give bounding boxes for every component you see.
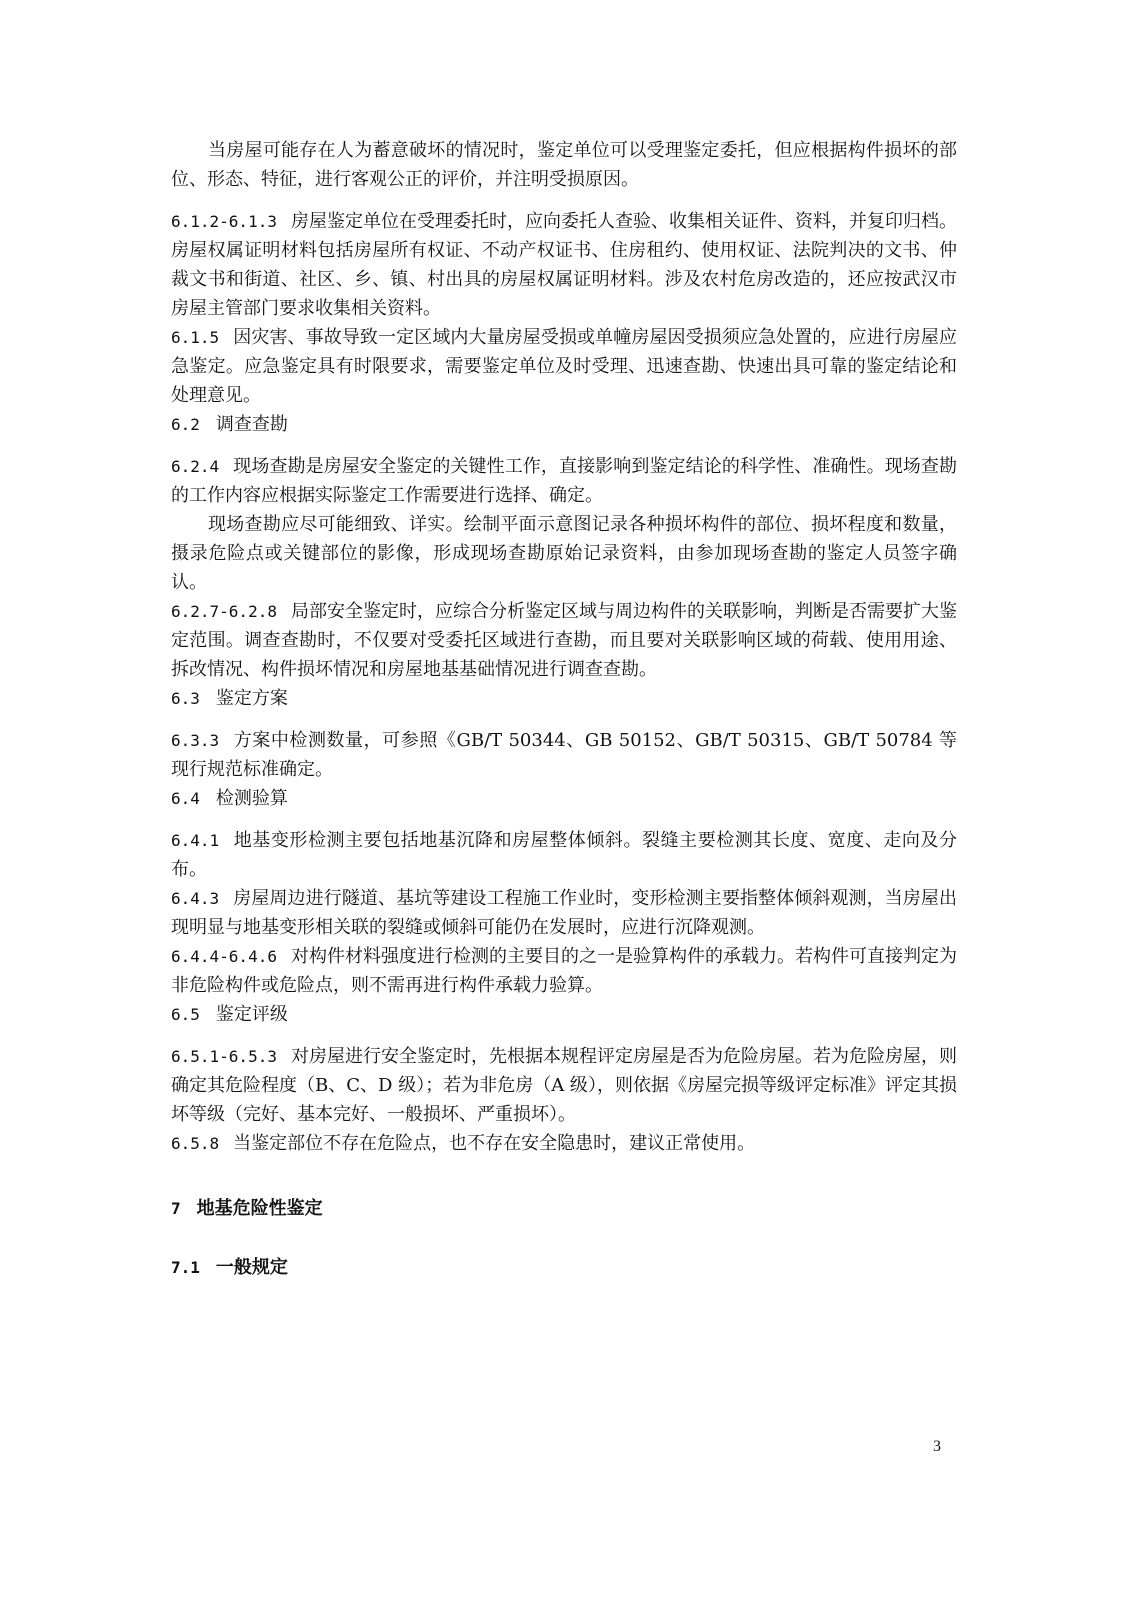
section-number: 6.4: [171, 789, 200, 808]
clause-number: 6.5.8: [171, 1134, 220, 1153]
clause-text: 房屋鉴定单位在受理委托时，应向委托人查验、收集相关证件、资料，并复印归档。房屋权属证明材料包括房屋所有权证、不动产权证书、住房租约、使用权证、法院判决的文书、仲裁文书和街道、社区、乡、镇、村出具的房屋权属证明材料。涉及农村危房改造的，还应按武汉市房屋主管部门要求收集相关资料。: [171, 211, 957, 319]
clause-number: 6.4.1: [171, 831, 220, 850]
clause-text: 对构件材料强度进行检测的主要目的之一是验算构件的承载力。若构件可直接判定为非危险构件或危险点，则不需再进行构件承载力验算。: [171, 946, 957, 996]
chapter-title: 地基危险性鉴定: [196, 1198, 323, 1219]
clause-text: 对房屋进行安全鉴定时，先根据本规程评定房屋是否为危险房屋。若为危险房屋，则确定其危险程度（B、C、D 级）；若为非危房（A 级），则依据《房屋完损等级评定标准》评定其损坏等级（完好、基本完好、一般损坏、严重损坏）。: [171, 1046, 957, 1125]
section-heading-7-1: [171, 1253, 957, 1282]
clause-number: 6.5.1-6.5.3: [171, 1047, 277, 1066]
clause-6-4-4: [171, 942, 957, 1000]
clause-text: 方案中检测数量，可参照《GB/T 50344、GB 50152、GB/T 50315、GB/T 50784 等现行规范标准确定。: [171, 730, 957, 780]
clause-6-1-5: [171, 323, 957, 410]
clause-number: 6.1.2-6.1.3: [171, 212, 277, 231]
section-heading-6-4: [171, 784, 957, 813]
clause-text: 现场查勘是房屋安全鉴定的关键性工作，直接影响到鉴定结论的科学性、准确性。现场查勘的工作内容应根据实际鉴定工作需要进行选择、确定。: [171, 456, 957, 506]
section-heading-6-5: [171, 1000, 957, 1029]
section-title: 鉴定评级: [215, 1004, 288, 1025]
clause-6-4-1: [171, 826, 957, 884]
section-title: 检测验算: [215, 788, 288, 809]
chapter-number: 7: [171, 1199, 181, 1218]
clause-6-2-4: [171, 452, 957, 510]
section-number: 6.5: [171, 1005, 200, 1024]
section-number: 6.3: [171, 689, 200, 708]
clause-number: 6.3.3: [171, 731, 220, 750]
page-content: [171, 136, 957, 1282]
clause-text: 局部安全鉴定时，应综合分析鉴定区域与周边构件的关联影响，判断是否需要扩大鉴定范围。调查查勘时，不仅要对受委托区域进行查勘，而且要对关联影响区域的荷载、使用用途、拆改情况、构件损坏情况和房屋地基基础情况进行调查查勘。: [171, 601, 957, 680]
clause-text: 因灾害、事故导致一定区域内大量房屋受损或单幢房屋因受损须应急处置的，应进行房屋应急鉴定。应急鉴定具有时限要求，需要鉴定单位及时受理、迅速查勘、快速出具可靠的鉴定结论和处理意见。: [171, 327, 957, 406]
clause-number: 6.2.7-6.2.8: [171, 602, 277, 621]
section-title: 一般规定: [215, 1257, 288, 1278]
clause-6-4-3: [171, 884, 957, 942]
page-number: 3: [933, 1438, 941, 1455]
paragraph-6-2-4-continued: 现场查勘应尽可能细致、详实。绘制平面示意图记录各种损坏构件的部位、损坏程度和数量，摄录危险点或关键部位的影像，形成现场查勘原始记录资料，由参加现场查勘的鉴定人员签字确认。: [171, 514, 957, 593]
clause-6-2-7: [171, 597, 957, 684]
clause-text: 当鉴定部位不存在危险点，也不存在安全隐患时，建议正常使用。: [233, 1133, 756, 1154]
clause-number: 6.1.5: [171, 328, 220, 347]
section-heading-6-2: [171, 410, 957, 439]
clause-6-1-2: [171, 207, 957, 323]
section-title: 调查查勘: [215, 414, 288, 435]
clause-number: 6.2.4: [171, 457, 220, 476]
clause-number: 6.4.3: [171, 889, 220, 908]
chapter-heading-7: [171, 1194, 957, 1223]
clause-text: 地基变形检测主要包括地基沉降和房屋整体倾斜。裂缝主要检测其长度、宽度、走向及分布。: [171, 830, 957, 880]
clause-number: 6.4.4-6.4.6: [171, 947, 277, 966]
paragraph-intro: 当房屋可能存在人为蓄意破坏的情况时，鉴定单位可以受理鉴定委托，但应根据构件损坏的部位、形态、特征，进行客观公正的评价，并注明受损原因。: [171, 140, 957, 190]
section-number: 6.2: [171, 415, 200, 434]
clause-6-3-3: [171, 726, 957, 784]
section-number: 7.1: [171, 1258, 200, 1277]
section-title: 鉴定方案: [215, 688, 288, 709]
clause-6-5-1: [171, 1042, 957, 1129]
section-heading-6-3: [171, 684, 957, 713]
clause-6-5-8: [171, 1129, 957, 1158]
clause-text: 房屋周边进行隧道、基坑等建设工程施工作业时，变形检测主要指整体倾斜观测，当房屋出现明显与地基变形相关联的裂缝或倾斜可能仍在发展时，应进行沉降观测。: [171, 888, 957, 938]
